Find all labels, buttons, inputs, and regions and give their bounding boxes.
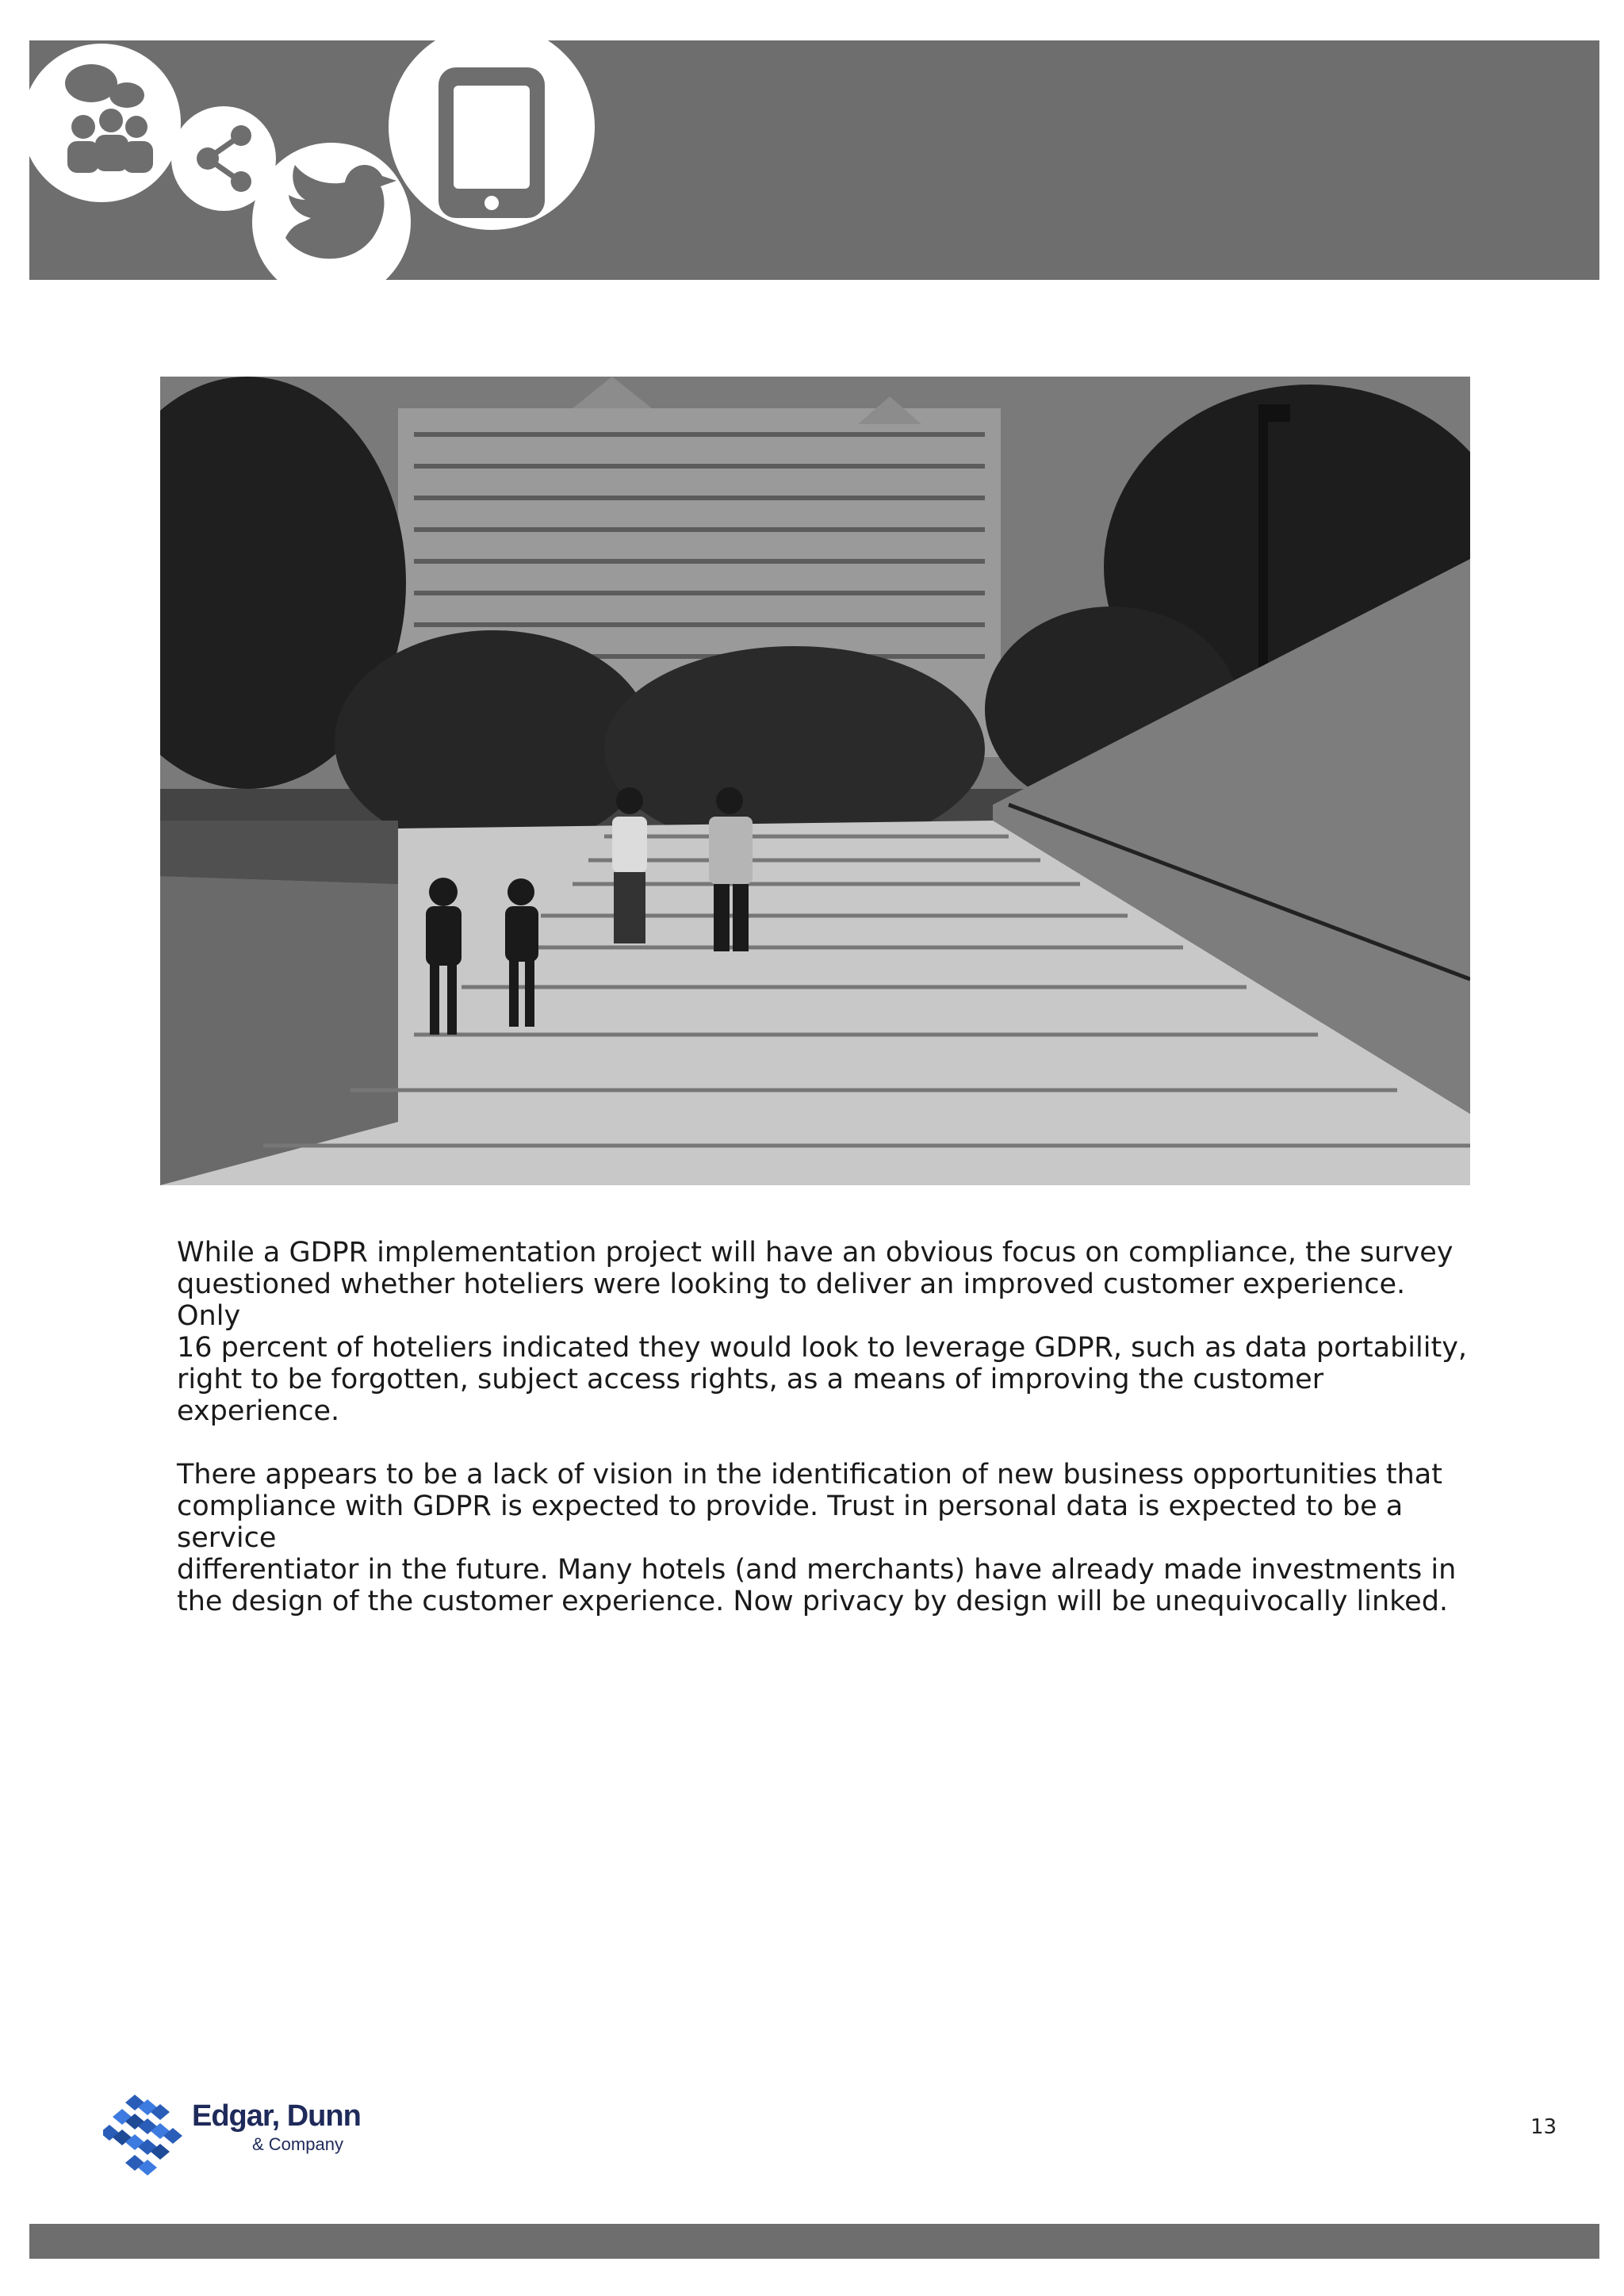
footer-band xyxy=(29,2224,1599,2259)
paragraph-2: There appears to be a lack of vision in the identification of new business opportunities that compliance with GDPR is expected to provide. Trust in personal data is expected to be a service differentiator in the future. Many hotels (and merchants) have already made investments in the design of the customer experience. Now privacy by design will be unequivocally linked. xyxy=(177,1459,1457,1617)
logo-subtitle: & Company xyxy=(252,2134,343,2154)
tablet-icon xyxy=(389,24,595,230)
diamond-grid-logo-icon xyxy=(103,2085,190,2180)
body-text xyxy=(177,1237,1477,1649)
page-number: 13 xyxy=(1530,2115,1557,2139)
chat-group-icon xyxy=(22,44,181,202)
company-logo xyxy=(103,2085,365,2180)
twitter-bird-icon xyxy=(252,143,411,285)
logo-name: Edgar, Dunn xyxy=(192,2099,361,2133)
paragraph-1: While a GDPR implementation project will have an obvious focus on compliance, the survey questioned whether hoteliers were looking to deliver an improved customer experience. Only 16 percent of hoteliers indicated they would look to leverage GDPR, such as data portability, right to be forgotten, subject access rights, as a means of improving the customer experience. xyxy=(177,1237,1468,1427)
header-icons xyxy=(0,0,714,285)
family-walking-down-stairs-photo xyxy=(160,377,1470,1185)
